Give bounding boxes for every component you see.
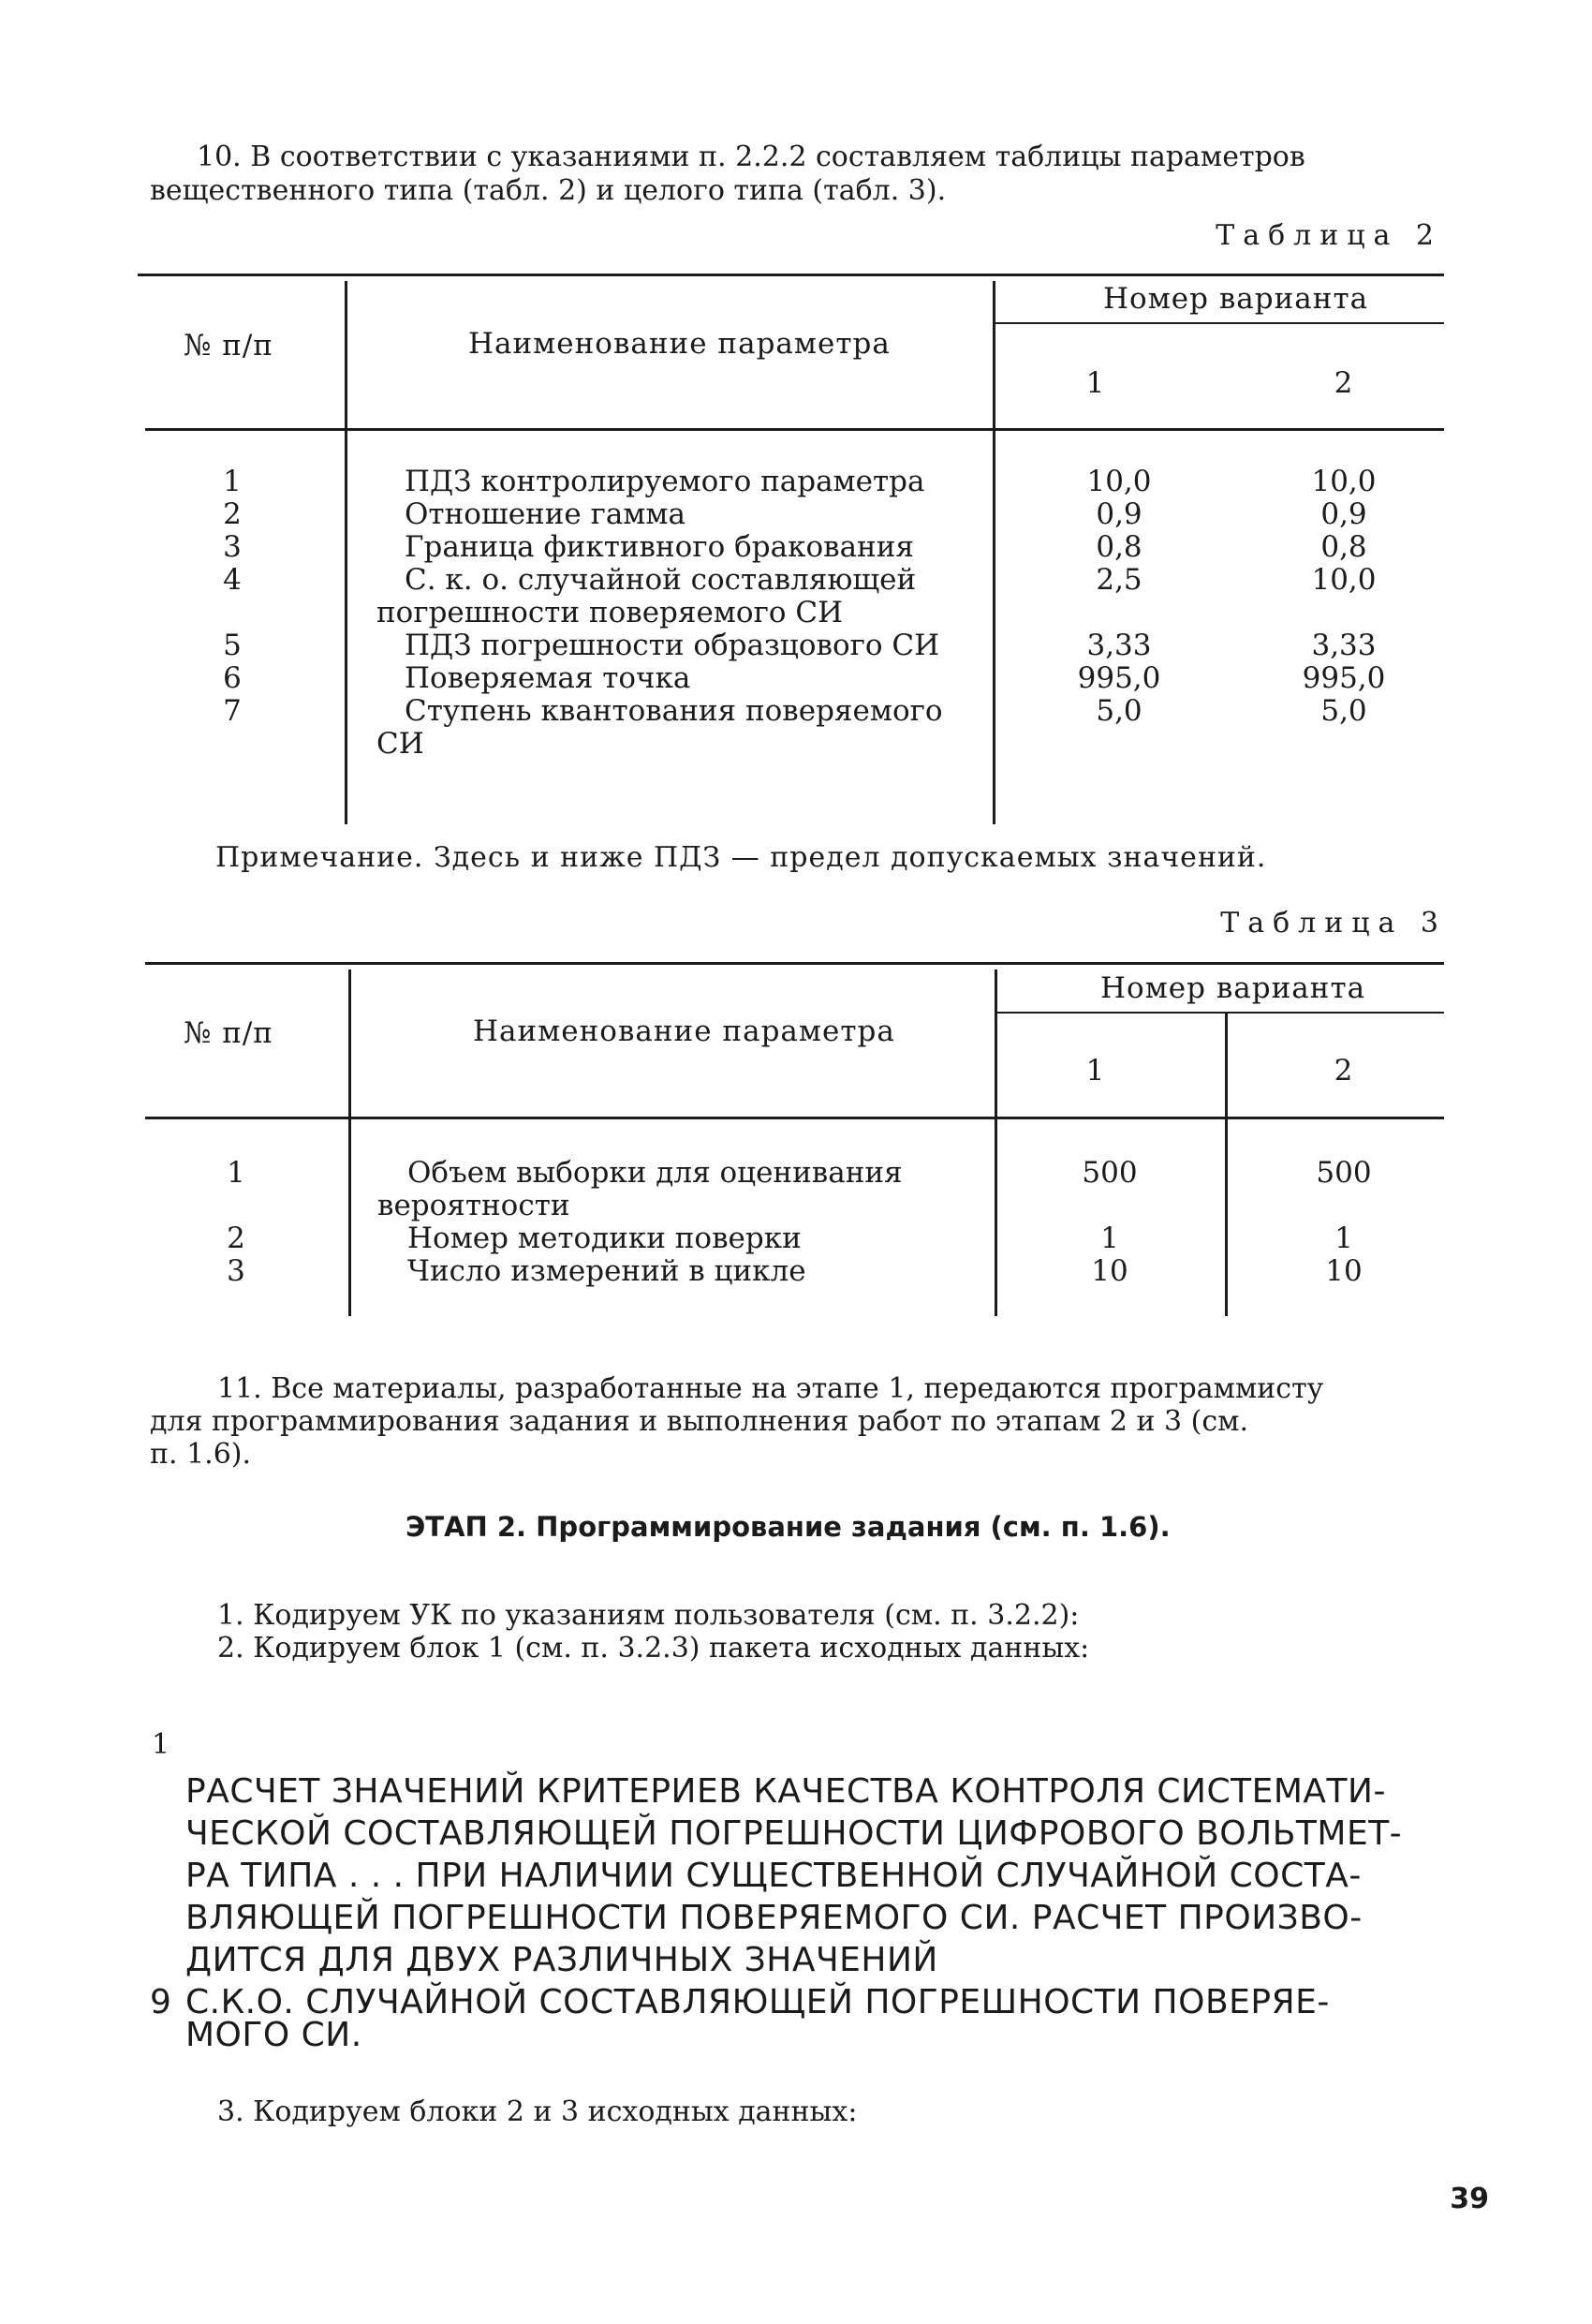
table3-row-name: Число измерений в цикле bbox=[407, 1254, 806, 1288]
code-line: ДИТСЯ ДЛЯ ДВУХ РАЗЛИЧНЫХ ЗНАЧЕНИЙ bbox=[185, 1941, 938, 1979]
table2-row-num: 1 bbox=[223, 465, 242, 498]
table2-row-name: Отношение гамма bbox=[405, 497, 686, 531]
table2-row-name: Граница фиктивного бракования bbox=[405, 530, 914, 564]
table2-row-name-cont: погрешности поверяемого СИ bbox=[376, 596, 844, 629]
table2-row-v1: 995,0 bbox=[1077, 661, 1161, 695]
intro-line-2: вещественного типа (табл. 2) и целого типа (табл. 3). bbox=[150, 174, 947, 207]
table2-row-v2: 995,0 bbox=[1302, 661, 1386, 695]
table3-col-num: № п/п bbox=[184, 1016, 273, 1050]
table2-row-v2: 0,9 bbox=[1320, 497, 1367, 531]
table3-row-v2: 500 bbox=[1316, 1156, 1372, 1190]
item-3: 3. Кодируем блоки 2 и 3 исходных данных: bbox=[217, 2095, 858, 2128]
table2-row-name: Поверяемая точка bbox=[405, 661, 691, 695]
code-line: ВЛЯЮЩЕЙ ПОГРЕШНОСТИ ПОВЕРЯЕМОГО СИ. РАСЧЕТ ПРОИЗВО- bbox=[185, 1899, 1363, 1937]
table3-col-variant: Номер варианта bbox=[1100, 971, 1366, 1005]
table2-row-v1: 5,0 bbox=[1096, 694, 1142, 728]
page-number: 39 bbox=[1450, 2183, 1489, 2215]
table2-row-v1: 0,9 bbox=[1096, 497, 1142, 531]
code-line: С.К.О. СЛУЧАЙНОЙ СОСТАВЛЯЮЩЕЙ ПОГРЕШНОСТИ ПОВЕРЯЕ- bbox=[185, 1983, 1330, 2021]
code-line: РАСЧЕТ ЗНАЧЕНИЙ КРИТЕРИЕВ КАЧЕСТВА КОНТРОЛЯ СИСТЕМАТИ- bbox=[185, 1772, 1386, 1811]
code-marker-9: 9 bbox=[150, 1983, 172, 2021]
table3-var1: 1 bbox=[1085, 1054, 1106, 1088]
table2-row-num: 4 bbox=[223, 563, 242, 597]
table2-row-v1: 10,0 bbox=[1086, 465, 1152, 498]
table2-variant-rule bbox=[995, 322, 1444, 324]
table3-var2: 2 bbox=[1334, 1054, 1354, 1088]
table3-col-divider-1 bbox=[348, 970, 351, 1316]
table3-row-v1: 10 bbox=[1091, 1254, 1128, 1288]
table2-row-name: Ступень квантования поверяемого bbox=[405, 694, 943, 728]
table2-col-name: Наименование параметра bbox=[468, 327, 891, 361]
table2-var1: 1 bbox=[1085, 366, 1106, 400]
table3-row-v2: 1 bbox=[1334, 1221, 1353, 1255]
table2-var2: 2 bbox=[1334, 366, 1354, 400]
table3-caption: Таблица 3 bbox=[1220, 907, 1447, 940]
table2-row-name: С. к. о. случайной составляющей bbox=[405, 563, 917, 597]
table3-col-divider-2 bbox=[995, 970, 997, 1316]
stage2-heading: ЭТАП 2. Программирование задания (см. п. 1.6). bbox=[405, 1511, 1171, 1543]
table2-row-num: 2 bbox=[223, 497, 242, 531]
table2-row-num: 6 bbox=[223, 661, 242, 695]
table2-header-rule bbox=[145, 428, 1444, 431]
intro-line-1: 10. В соответствии с указаниями п. 2.2.2 составляем таблицы параметров bbox=[197, 141, 1305, 173]
table2-col-divider-2 bbox=[993, 281, 995, 824]
table2-row-num: 5 bbox=[223, 629, 242, 662]
code-line: ЧЕСКОЙ СОСТАВЛЯЮЩЕЙ ПОГРЕШНОСТИ ЦИФРОВОГО ВОЛЬТМЕТ- bbox=[185, 1814, 1403, 1853]
table2-row-v1: 2,5 bbox=[1096, 563, 1142, 597]
para11-line-2: для программирования задания и выполнения работ по этапам 2 и 3 (см. bbox=[150, 1405, 1249, 1438]
table3-col-name: Наименование параметра bbox=[473, 1014, 895, 1048]
table3-row-name: Объем выборки для оценивания bbox=[407, 1156, 903, 1190]
para11-line-1: 11. Все материалы, разработанные на этапе 1, передаются программисту bbox=[217, 1372, 1324, 1405]
table2-row-name: ПДЗ контролируемого параметра bbox=[405, 465, 925, 498]
table3-top-rule bbox=[145, 962, 1444, 965]
table2-row-v2: 10,0 bbox=[1311, 563, 1377, 597]
table2-top-rule bbox=[138, 274, 1444, 276]
code-line: РА ТИПА . . . ПРИ НАЛИЧИИ СУЩЕСТВЕННОЙ СЛУЧАЙНОЙ СОСТА- bbox=[185, 1857, 1362, 1895]
code-line: МОГО СИ. bbox=[185, 2016, 362, 2054]
table3-header-rule bbox=[145, 1117, 1444, 1119]
table3-row-name: Номер методики поверки bbox=[407, 1221, 802, 1255]
stage2-item-2: 2. Кодируем блок 1 (см. п. 3.2.3) пакета исходных данных: bbox=[217, 1632, 1090, 1665]
table2-row-name-cont: СИ bbox=[376, 727, 424, 761]
table3-row-num: 1 bbox=[227, 1156, 245, 1190]
table3-row-name-cont: вероятности bbox=[377, 1189, 570, 1222]
table3-variant-rule bbox=[997, 1012, 1444, 1014]
table2-row-v1: 0,8 bbox=[1096, 530, 1142, 564]
table2-caption: Таблица 2 bbox=[1216, 219, 1442, 252]
para11-line-3: п. 1.6). bbox=[150, 1438, 252, 1471]
table2-row-v2: 5,0 bbox=[1320, 694, 1367, 728]
table2-row-name: ПДЗ погрешности образцового СИ bbox=[405, 629, 940, 662]
table3-row-v1: 1 bbox=[1100, 1221, 1119, 1255]
table3-row-v1: 500 bbox=[1082, 1156, 1138, 1190]
table2-row-v1: 3,33 bbox=[1086, 629, 1152, 662]
stage2-item-1: 1. Кодируем УК по указаниям пользователя (см. п. 3.2.2): bbox=[217, 1599, 1080, 1632]
table3-col-divider-3 bbox=[1225, 1014, 1228, 1316]
table3-row-num: 2 bbox=[227, 1221, 245, 1255]
code-marker-1: 1 bbox=[152, 1728, 170, 1761]
table2-col-divider-1 bbox=[345, 281, 347, 824]
table2-row-v2: 10,0 bbox=[1311, 465, 1377, 498]
table3-row-num: 3 bbox=[227, 1254, 245, 1288]
table2-row-v2: 3,33 bbox=[1311, 629, 1377, 662]
table2-col-num: № п/п bbox=[184, 329, 273, 363]
table2-row-v2: 0,8 bbox=[1320, 530, 1367, 564]
table2-note: Примечание. Здесь и ниже ПДЗ — предел допускаемых значений. bbox=[215, 841, 1267, 874]
table2-row-num: 3 bbox=[223, 530, 242, 564]
table2-row-num: 7 bbox=[223, 694, 242, 728]
table3-row-v2: 10 bbox=[1325, 1254, 1363, 1288]
table2-col-variant: Номер варианта bbox=[1103, 282, 1369, 316]
